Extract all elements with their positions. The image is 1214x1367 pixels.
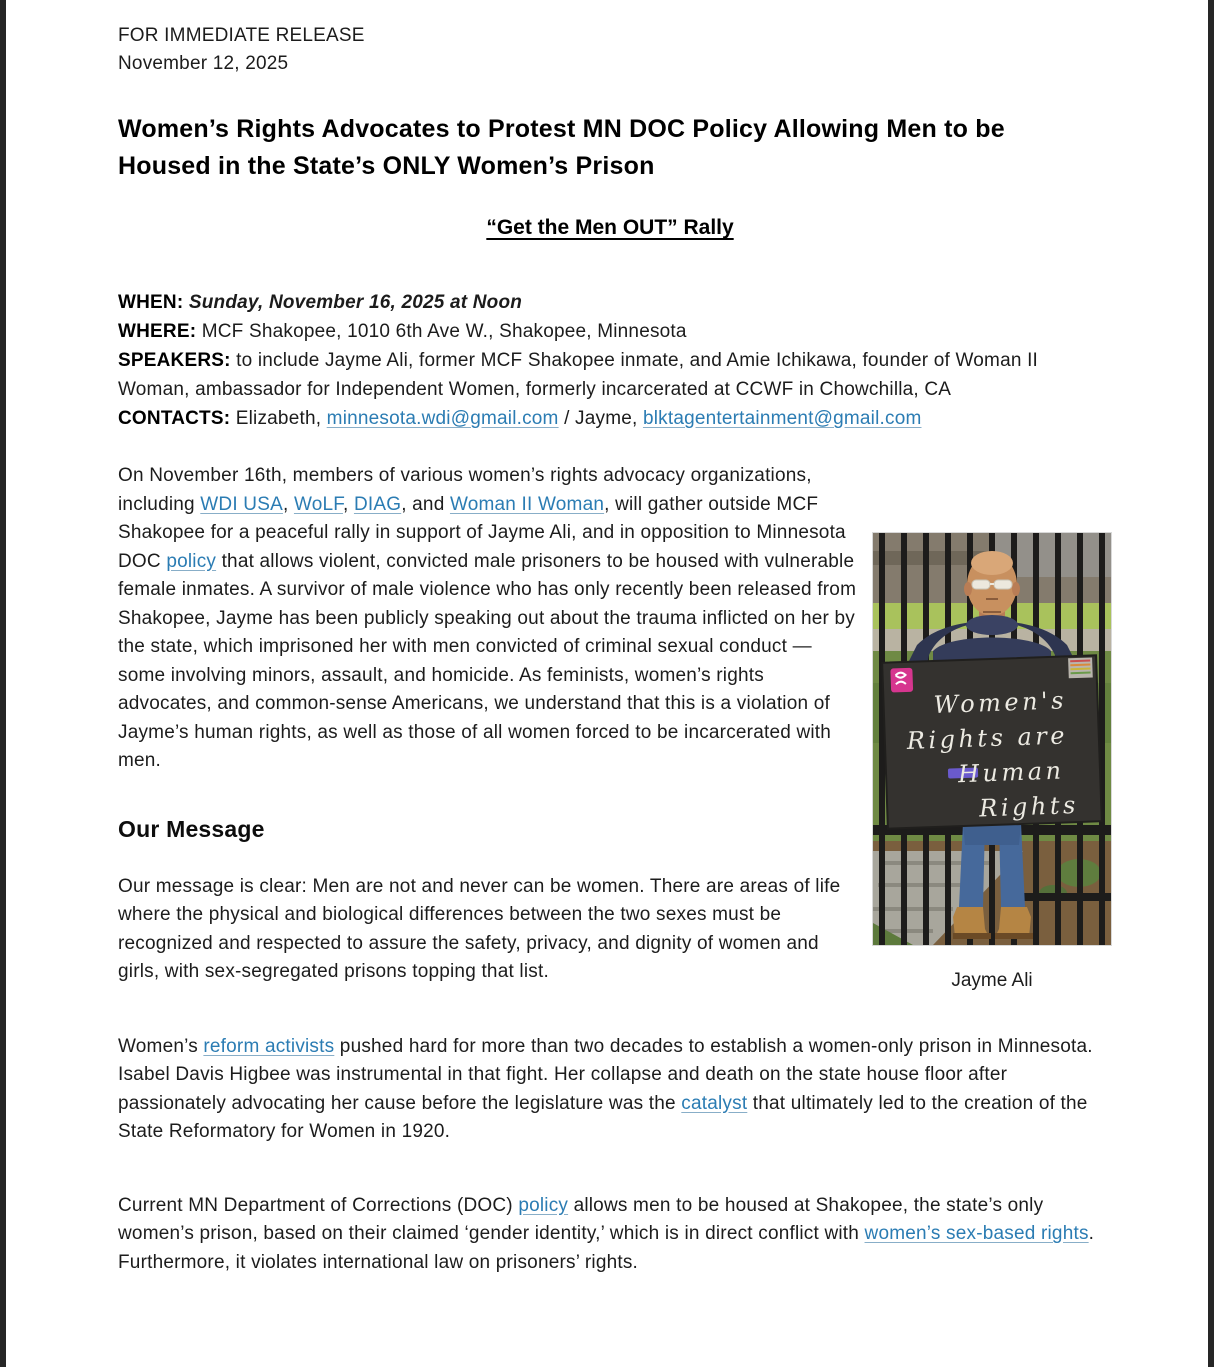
inline-link[interactable]: blktagentertainment@gmail.com [642, 408, 922, 429]
paragraph-current-policy [118, 1192, 1108, 1278]
text-segment: allows men to be housed at Shakopee, the state’s only women’s prison, based on their claimed ‘gender identity,’ which is in direct conflict with [118, 1194, 1044, 1244]
inline-link[interactable]: women’s sex-based rights [864, 1223, 1089, 1244]
jayme-ali-photo [873, 533, 1111, 945]
where-value: MCF Shakopee, 1010 6th Ave W., Shakopee, Minnesota [201, 321, 687, 342]
inline-link[interactable]: Woman II Woman [449, 493, 605, 515]
striped-sticker [1068, 657, 1093, 678]
when-label: WHEN: [118, 292, 184, 313]
release-line: FOR IMMEDIATE RELEASE [118, 25, 365, 46]
when-line [118, 288, 1096, 317]
contacts-label: CONTACTS: [118, 408, 231, 429]
inline-link[interactable]: catalyst [681, 1092, 748, 1114]
our-message-heading: Our Message [118, 815, 265, 842]
text-segment: . Furthermore, it violates international law on prisoners’ rights. [118, 1223, 1095, 1273]
text-segment: Current MN Department of Corrections (DOC) [118, 1194, 519, 1216]
sign-line-2: Rights are [906, 721, 1069, 755]
paragraph-intro [118, 462, 858, 776]
inline-link[interactable]: DIAG [353, 493, 402, 515]
inline-link[interactable]: reform activists [203, 1035, 335, 1057]
sign-line-4: Rights [978, 791, 1080, 823]
pink-sticker [890, 668, 913, 693]
text-segment: , [282, 493, 294, 515]
photo-figure [873, 533, 1111, 992]
event-details [118, 288, 1096, 433]
sign-line-3: Human [957, 756, 1065, 789]
paragraph-history [118, 1033, 1108, 1147]
where-line [118, 317, 1096, 346]
inline-link[interactable]: policy [518, 1194, 569, 1216]
text-segment: Women’s [118, 1035, 204, 1057]
text-segment: , will gather outside MCF Shakopee for a peaceful rally in support of Jayme Ali, and in opposition to Minnesota DOC [118, 493, 846, 572]
hood [966, 615, 1018, 635]
text-segment: On November 16th, members of various women’s rights advocacy organizations, including [118, 465, 812, 515]
protest-sign [882, 655, 1102, 828]
document-title: Women’s Rights Advocates to Protest MN DOC Policy Allowing Men to be Housed in the State’s ONLY Women’s Prison [118, 115, 1005, 180]
inline-link[interactable]: WDI USA [200, 493, 283, 515]
paragraph-our-message: Our message is clear: Men are not and never can be women. There are areas of life where the physical and biological differences between the two sexes must be recognized and respected to assure the safety, privacy, and dignity of women and girls, with sex-segregated prisons topping that list. [118, 875, 841, 982]
contacts-value [236, 408, 922, 429]
photo-caption: Jayme Ali [951, 970, 1033, 991]
speakers-line [118, 346, 1096, 404]
inline-link[interactable]: minnesota.wdi@gmail.com [326, 408, 559, 429]
inline-link[interactable]: WoLF [293, 493, 343, 515]
when-value: Sunday, November 16, 2025 at Noon [188, 292, 523, 313]
text-segment: pushed hard for more than two decades to establish a women-only prison in Minnesota. Isabel Davis Higbee was instrumental in that fight. Her collapse and death on the state house floor after passionately advocating her cause before the legislature was the [118, 1035, 1093, 1114]
screen-edge-left [0, 0, 6, 1367]
text-segment: , [342, 493, 354, 515]
rally-subtitle-text: “Get the Men OUT” Rally [486, 216, 734, 239]
speakers-label: SPEAKERS: [118, 350, 231, 371]
rally-subtitle [118, 216, 1102, 240]
speakers-value: to include Jayme Ali, former MCF Shakopee inmate, and Amie Ichikawa, founder of Woman II Woman, ambassador for Independent Women, formerly incarcerated at CCWF in Chowchilla, CA [118, 350, 1039, 400]
text-segment: / Jayme, [558, 408, 643, 429]
where-label: WHERE: [118, 321, 197, 342]
text-segment: , and [401, 493, 450, 515]
date-line: November 12, 2025 [118, 53, 289, 74]
sign-line-1: Women's [933, 686, 1068, 720]
text-segment: that ultimately led to the creation of the State Reformatory for Women in 1920. [118, 1092, 1088, 1142]
contacts-line [118, 404, 1096, 433]
screen-edge-right [1208, 0, 1214, 1367]
text-segment: Elizabeth, [235, 408, 327, 429]
inline-link[interactable]: policy [166, 550, 217, 572]
text-segment: that allows violent, convicted male prisoners to be housed with vulnerable female inmates. A survivor of male violence who has only recently been released from Shakopee, Jayme has been publicly speaking out about the trauma inflicted on her by the state, which imprisoned her with men convicted of criminal sexual conduct — some involving minors, assault, and homicide. As feminists, women’s rights advocates, and common-sense Americans, we understand that this is a violation of Jayme’s human rights, as well as those of all women forced to be incarcerated with men. [118, 550, 857, 771]
